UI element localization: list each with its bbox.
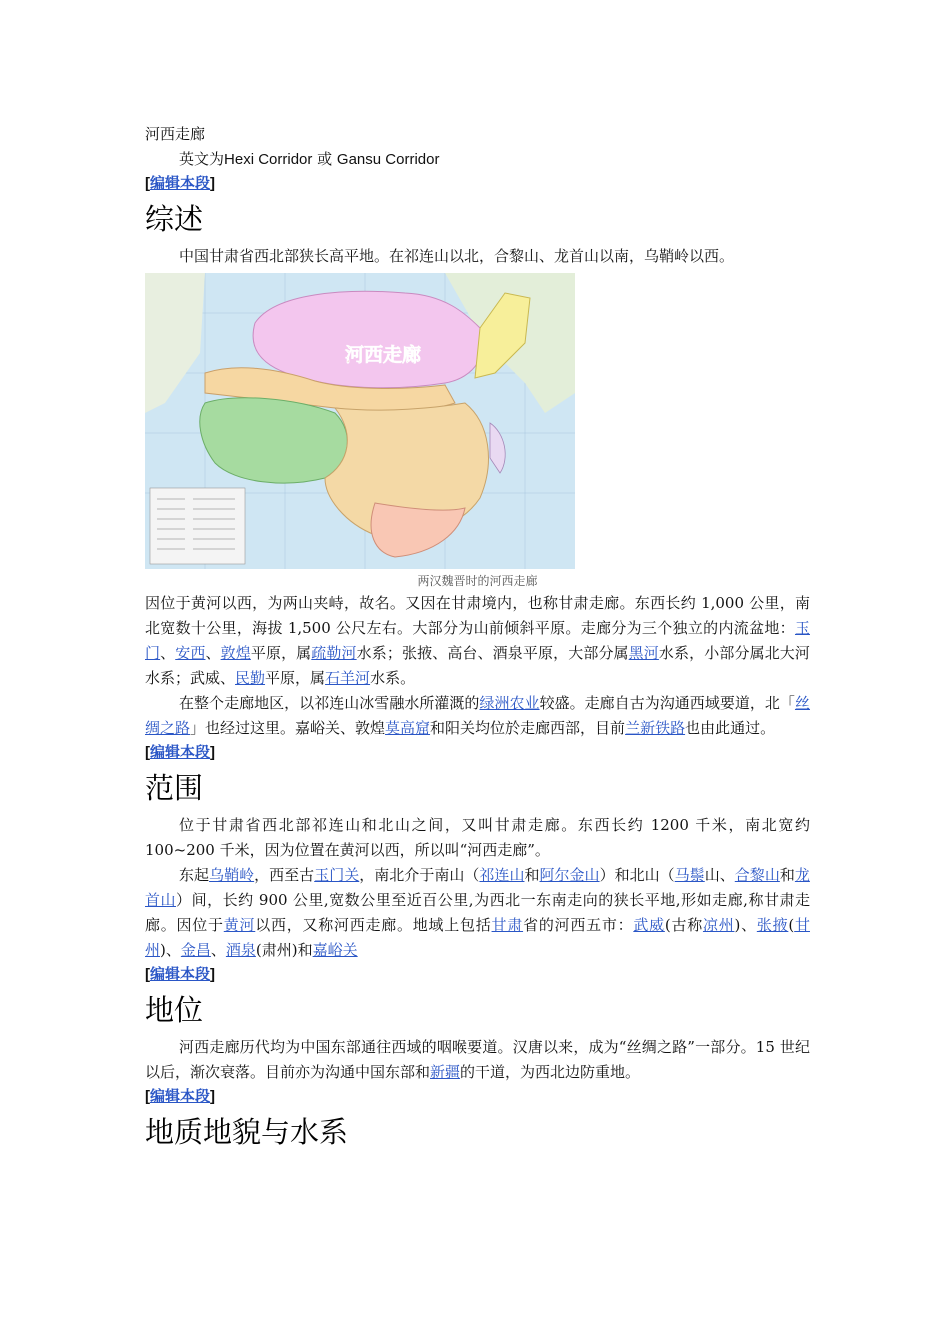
link-altun-mountains[interactable]: 阿尔金山 [539, 866, 600, 884]
document-page [145, 122, 810, 1157]
overview-intro: 中国甘肃省西北部狭长高平地。在祁连山以北，合黎山、龙首山以南，乌鞘岭以西。 [179, 247, 735, 265]
link-anxi[interactable]: 安西 [175, 644, 206, 662]
link-dunhuang[interactable]: 敦煌 [220, 644, 251, 662]
english-name-gansu: Gansu Corridor [336, 151, 440, 168]
english-name-hexi: Hexi Corridor [224, 151, 313, 168]
edit-section-link: [编辑本段] [145, 966, 216, 983]
edit-section-button[interactable]: 编辑本段 [150, 1088, 211, 1105]
link-liangzhou[interactable]: 凉州 [702, 916, 735, 934]
link-qilian-mountains[interactable]: 祁连山 [479, 866, 525, 884]
section-heading-overview: 综述 [145, 202, 204, 236]
link-jiayuguan[interactable]: 嘉峪关 [312, 941, 358, 959]
edit-section-button[interactable]: 编辑本段 [150, 744, 211, 761]
link-xinjiang[interactable]: 新疆 [430, 1063, 461, 1081]
edit-section-button[interactable]: 编辑本段 [150, 175, 211, 192]
scope-paragraph-2: 东起乌鞘岭，西至古玉门关，南北介于南山（祁连山和阿尔金山）和北山（马鬃山、合黎山和龙首山）间，长约 900 公里,宽数公里至近百公里,为西北一东南走向的狭长平地,形如走廊,称甘肃走廊。因位于黄河以西，又称河西走廊。地域上包括甘肃省的河西五市：武威(古称凉州)、张掖(甘州)、金昌、酒泉(肃州)和嘉峪关 [145, 866, 810, 959]
edit-section-button[interactable]: 编辑本段 [150, 966, 211, 983]
link-minqin[interactable]: 民勤 [235, 669, 266, 687]
link-mazong[interactable]: 马鬃 [674, 866, 705, 884]
link-ganzhou[interactable]: 甘州 [145, 916, 810, 959]
link-mogao-caves[interactable]: 莫高窟 [385, 719, 431, 737]
link-yumen[interactable]: 玉门 [145, 619, 810, 662]
status-paragraph: 河西走廊历代均为中国东部通往西域的咽喉要道。汉唐以来，成为“丝绸之路”一部分。15 世纪以后，渐次衰落。目前亦为沟通中国东部和新疆的干道，为西北边防重地。 [145, 1038, 810, 1081]
link-silk-road[interactable]: 丝绸之路 [145, 694, 810, 737]
link-wushaoling[interactable]: 乌鞘岭 [209, 866, 255, 884]
link-yumenguan[interactable]: 玉门关 [314, 866, 360, 884]
link-gansu[interactable]: 甘肃 [491, 916, 524, 934]
link-lanxin-railway[interactable]: 兰新铁路 [625, 719, 686, 737]
link-wuwei[interactable]: 武威 [633, 916, 665, 934]
english-or: 或 [312, 150, 337, 168]
map-caption: 两汉魏晋时的河西走廊 [417, 574, 538, 588]
link-yellow-river[interactable]: 黄河 [223, 916, 256, 934]
edit-section-link: [编辑本段] [145, 175, 216, 192]
link-oasis-agriculture[interactable]: 绿洲农业 [479, 694, 540, 712]
overview-paragraph-1: 因位于黄河以西，为两山夹峙，故名。又因在甘肃境内，也称甘肃走廊。东西长约 1,000 公里，南北宽数十公里，海拔 1,500 公尺左右。大部分为山前倾斜平原。走廊分为三个独立的内流盆地：玉门、安西、敦煌平原，属疏勒河水系；张掖、高台、酒泉平原，大部分属黑河水系，小部分属北大河水系；武威、民勤平原，属石羊河水系。 [145, 594, 810, 687]
link-jinchang[interactable]: 金昌 [180, 941, 211, 959]
section-heading-geology: 地质地貌与水系 [145, 1115, 349, 1149]
link-longshou-mountains[interactable]: 龙首山 [145, 866, 810, 909]
link-shiyang-river[interactable]: 石羊河 [325, 669, 371, 687]
edit-section-link: [编辑本段] [145, 1088, 216, 1105]
map-illustration [145, 273, 575, 569]
corridor-map-image [145, 273, 575, 569]
english-prefix: 英文为 [179, 150, 225, 168]
english-name-line [145, 147, 810, 172]
overview-paragraph-2: 在整个走廊地区，以祁连山冰雪融水所灌溉的绿洲农业较盛。走廊自古为沟通西域要道，北「丝绸之路」也经过这里。嘉峪关、敦煌莫高窟和阳关均位於走廊西部，目前兰新铁路也由此通过。 [145, 694, 810, 737]
scope-paragraph-1: 位于甘肃省西北部祁连山和北山之间，又叫甘肃走廊。东西长约 1200 千米，南北宽约 100~200 千米，因为位置在黄河以西，所以叫“河西走廊”。 [145, 816, 810, 859]
section-heading-scope: 范围 [145, 771, 204, 805]
link-shule-river[interactable]: 疏勒河 [311, 644, 357, 662]
link-jiuquan[interactable]: 酒泉 [225, 941, 256, 959]
section-heading-status: 地位 [145, 993, 204, 1027]
page-title: 河西走廊 [145, 125, 206, 143]
link-hei-river[interactable]: 黑河 [628, 644, 659, 662]
map-corridor-label: 河西走廊 [345, 344, 422, 366]
link-heli-mountains[interactable]: 合黎山 [734, 866, 780, 884]
link-zhangye[interactable]: 张掖 [756, 916, 789, 934]
edit-section-link: [编辑本段] [145, 744, 216, 761]
